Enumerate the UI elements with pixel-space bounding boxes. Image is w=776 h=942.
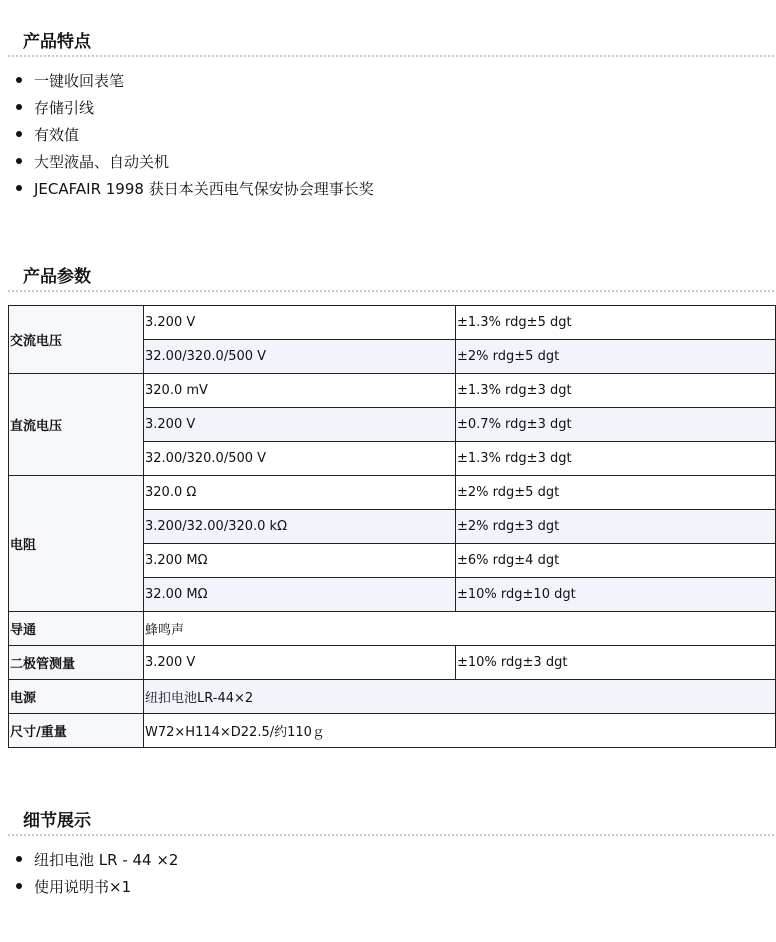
features-heading: 产品特点 <box>8 27 774 57</box>
accuracy-cell: ±2% rdg±5 dgt <box>456 476 776 510</box>
accuracy-cell: ±10% rdg±10 dgt <box>456 578 776 612</box>
range-cell: 320.0 mV <box>144 374 456 408</box>
range-cell: 3.200 V <box>144 408 456 442</box>
accuracy-cell: ±6% rdg±4 dgt <box>456 544 776 578</box>
spec-table <box>8 305 776 748</box>
list-item: 有效值 <box>16 122 374 149</box>
table-row <box>9 306 776 340</box>
bullet-icon <box>16 104 22 110</box>
details-list <box>16 847 178 901</box>
accuracy-cell: ±1.3% rdg±3 dgt <box>456 374 776 408</box>
category-cell: 电源 <box>9 680 144 714</box>
table-row <box>9 612 776 646</box>
range-cell: 3.200 MΩ <box>144 544 456 578</box>
bullet-icon <box>16 185 22 191</box>
accuracy-cell: ±1.3% rdg±3 dgt <box>456 442 776 476</box>
accuracy-cell: ±0.7% rdg±3 dgt <box>456 408 776 442</box>
accuracy-cell: ±1.3% rdg±5 dgt <box>456 306 776 340</box>
accuracy-cell: ±10% rdg±3 dgt <box>456 646 776 680</box>
table-row <box>9 374 776 408</box>
value-cell: 纽扣电池LR-44×2 <box>144 680 776 714</box>
bullet-icon <box>16 883 22 889</box>
range-cell: 3.200/32.00/320.0 kΩ <box>144 510 456 544</box>
table-row <box>9 714 776 748</box>
bullet-icon <box>16 158 22 164</box>
table-row <box>9 680 776 714</box>
list-item: 纽扣电池 LR - 44 ×2 <box>16 847 178 874</box>
list-item: JECAFAIR 1998 获日本关西电气保安协会理事长奖 <box>16 176 374 203</box>
category-cell: 二极管测量 <box>9 646 144 680</box>
category-cell: 导通 <box>9 612 144 646</box>
range-cell: 3.200 V <box>144 306 456 340</box>
table-row <box>9 476 776 510</box>
bullet-icon <box>16 77 22 83</box>
range-cell: 32.00 MΩ <box>144 578 456 612</box>
list-item: 存储引线 <box>16 95 374 122</box>
range-cell: 3.200 V <box>144 646 456 680</box>
range-cell: 32.00/320.0/500 V <box>144 340 456 374</box>
range-cell: 32.00/320.0/500 V <box>144 442 456 476</box>
value-cell: W72×H114×D22.5/约110ｇ <box>144 714 776 748</box>
category-cell: 尺寸/重量 <box>9 714 144 748</box>
accuracy-cell: ±2% rdg±3 dgt <box>456 510 776 544</box>
bullet-icon <box>16 131 22 137</box>
category-cell: 电阻 <box>9 476 144 612</box>
accuracy-cell: ±2% rdg±5 dgt <box>456 340 776 374</box>
value-cell: 蜂鸣声 <box>144 612 776 646</box>
features-list <box>16 68 374 203</box>
list-item: 使用说明书×1 <box>16 874 178 901</box>
list-item: 一键收回表笔 <box>16 68 374 95</box>
bullet-icon <box>16 856 22 862</box>
list-item: 大型液晶、自动关机 <box>16 149 374 176</box>
range-cell: 320.0 Ω <box>144 476 456 510</box>
category-cell: 直流电压 <box>9 374 144 476</box>
category-cell: 交流电压 <box>9 306 144 374</box>
params-heading: 产品参数 <box>8 262 774 292</box>
details-heading: 细节展示 <box>8 806 774 836</box>
table-row <box>9 646 776 680</box>
